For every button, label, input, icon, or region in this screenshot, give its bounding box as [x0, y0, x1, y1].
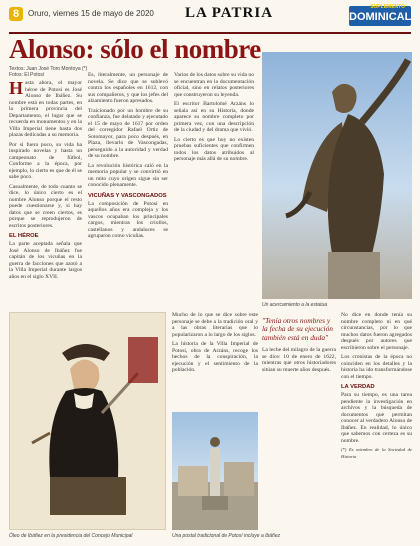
column-3-lower — [172, 312, 258, 408]
plaza-illustration — [172, 412, 258, 530]
paragraph: La parte aceptada señala que José Alonso de Ibáñez fue capitán de los vicuñas en la guerra de facciones que azotó a la Villa Imperial durante largos años en el siglo XVII. — [9, 241, 82, 280]
column-4 — [262, 312, 336, 532]
pull-quote: "Tenía otros nombres y la fecha de su ejecución también está en duda" — [262, 316, 334, 342]
paragraph: La leche del milagro de la guerra se dice: 10 de enero de 1622, mientras que otros historiadores sitúan su muerte años después. — [262, 347, 336, 373]
article-headline: Alonso: sólo el nombre — [9, 34, 261, 64]
supplement-tag: SUPLEMENTO — [370, 4, 405, 10]
paragraph: La composición de Potosí en aquellos años era compleja y los vascos ocupaban los principales cargos, mientras los criollos, castellanos y andaluces se agruparon como vicuñas. — [88, 200, 168, 239]
plaza-caption: Una postal tradicional de Potosí incluye a Ibáñez — [172, 533, 281, 539]
paragraph: Es, literalmente, un personaje de novela. Se dice que se sublevó contra los españoles en 1612, con sus compañeros, y que los jefes del alzamiento fueron apresados. — [88, 72, 168, 104]
page-header — [9, 6, 411, 34]
column-1 — [9, 80, 82, 308]
page-number: 8 — [9, 7, 23, 21]
newspaper-name: LA PATRIA — [185, 5, 274, 21]
author-credit: Textos: Juan José Toro Montoya (*) — [9, 66, 88, 72]
statue-illustration — [262, 52, 412, 299]
column-3 — [174, 72, 254, 308]
paragraph: La historia de la Villa Imperial de Potosí, obra de Arzáns, recoge los hechos de la conspiración, la ejecución y el sentimiento de la población. — [172, 341, 258, 373]
statue-photo — [262, 52, 412, 299]
byline — [9, 66, 87, 78]
paragraph: Los cronistas de la época no coinciden en los detalles y la historia ha ido transformándose con el tiempo. — [341, 354, 412, 380]
paragraph: asta ahora, el mayor héroe de Potosí es José Alonso de Ibáñez. Su nombre está en todas partes, en la primera provincia del Departamento, el lugar que se recuerda en monumentos y en la Villa Imperial tiene hasta dos plazas dedicadas a su memoria. — [9, 80, 82, 138]
supplement-name: DOMINICAL — [349, 11, 412, 23]
paragraph: No dice en donde tenía su nombre completo ni en qué circunstancias, por lo que muchos datos fueron agregados después por autores que escribieron sobre el personaje. — [341, 312, 412, 351]
drop-cap: H — [9, 80, 24, 98]
subheading-hero: EL HÉROE — [9, 233, 39, 239]
author-note: (*) Es miembro de la Sociedad de Historia — [341, 447, 412, 459]
statue-caption: Un acercamiento a la estatua — [262, 302, 328, 308]
paragraph: Traicionado por un hombre de su confianza, fue delatado y ejecutado el 15 de mayo de 1617 por orden del corregidor Rafael Ortiz de Sotomayor, para poco después, en Plaza, llevarlo de Vascongadas, perseguido a la autoridad y verdad de su nombre. — [88, 107, 168, 159]
paragraph: La revolución histórica caló en la memoria popular y se convirtió en un mito cuyo origen sigue sin ser conocido plenamente. — [88, 162, 168, 188]
column-5 — [341, 312, 412, 536]
painting-caption: Óleo de Ibáñez en la presidencia del Concejo Municipal — [9, 533, 133, 539]
photo-credit: Fotos: El Potosí — [9, 72, 45, 78]
paragraph: Varios de los datos sobre su vida no se encuentran en la documentación oficial, sino en relatos posteriores que construyeron su leyenda. — [174, 72, 254, 98]
paragraph: Lo cierto es que hoy no existen pruebas suficientes que confirmen todos los datos atribuidos al personaje más allá de su nombre. — [174, 136, 254, 162]
paragraph: Casualmente, de todo cuanto se dice, lo único cierto es el nombre Alonso porque el resto puede cuestionarse y, si hay datos que se creen ciertos, es porque se reprodujeron de escritos posteriores. — [9, 183, 82, 229]
date-line: Oruro, viernes 15 de mayo de 2020 — [28, 9, 154, 18]
paragraph: Mucho de lo que se dice sobre este personaje se debe a la tradición oral y a las obras literarias que lo popularizaron a lo largo de los siglos. — [172, 312, 258, 338]
portrait-painting — [9, 312, 166, 530]
paragraph: El escritor Bartolomé Arzáns lo señala así en su Historia, donde aparece su nombre completo por primera vez, con una descripción de la ciudad y del drama que vivió. — [174, 101, 254, 133]
subheading-truth: LA VERDAD — [341, 384, 375, 390]
subheading-vicunas: VICUÑAS Y VASCONGADOS — [88, 192, 167, 199]
painting-illustration — [10, 313, 166, 530]
plaza-photo — [172, 412, 258, 530]
paragraph: Por si fuera poco, su vida ha inspirado novelas y hasta un campeonato de fútbol, Conforme a la época, por ejemplo, lo cierto es que de él se sabe poco. — [9, 141, 82, 180]
column-2 — [88, 72, 168, 308]
supplement-logo — [349, 6, 411, 26]
paragraph: Para su tiempo, es una tarea pendiente la investigación en archivos y la búsqueda de documentos que permitan conocer al verdadero Alonso de Ibáñez. En realidad, lo único que sabemos con certeza es su nombre. — [341, 392, 412, 444]
